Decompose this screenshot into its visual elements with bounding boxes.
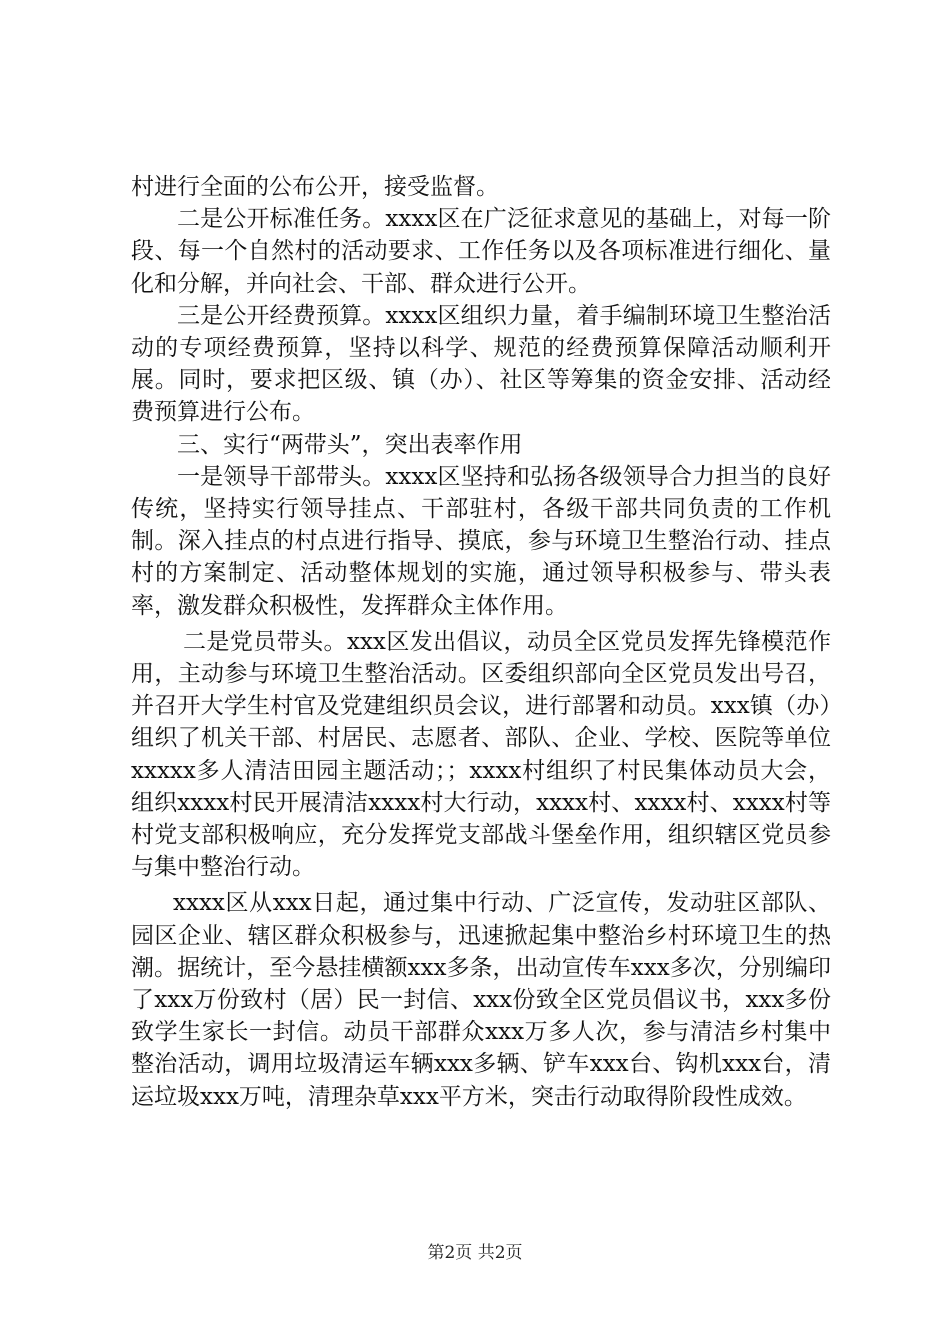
paragraph-campaign-results: xxxx区从xxx日起，通过集中行动、广泛宣传，发动驻区部队、园区企业、辖区群众积极参与，迅速掀起集中整治乡村环境卫生的热潮。据统计，至今悬挂横额xxx多条，出动宣传车xxx多次，分别编印了xxx万份致村（居）民一封信、xxx份致全区党员倡议书，xxx多份致学生家长一封信。动员干部群众xxx万多人次，参与清洁乡村集中整治活动，调用垃圾清运车辆xxx多辆、铲车xxx台、钩机xxx台，清运垃圾xxx万吨，清理杂草xxx平方米，突击行动取得阶段性成效。 — [131, 890, 831, 1110]
paragraph-standard-tasks: 二是公开标准任务。xxxx区在广泛征求意见的基础上，对每一阶段、每一个自然村的活动要求、工作任务以及各项标准进行细化、量化和分解，并向社会、干部、群众进行公开。 — [131, 206, 831, 297]
section-heading-two-leads: 三、实行“两带头”，突出表率作用 — [177, 431, 523, 458]
paragraph-leaders-lead: 一是领导干部带头。xxxx区坚持和弘扬各级领导合力担当的良好传统，坚持实行领导挂点、干部驻村，各级干部共同负责的工作机制。深入挂点的村点进行指导、摸底，参与环境卫生整治行动、挂点村的方案制定、活动整体规划的实施，通过领导积极参与、带头表率，激发群众积极性，发挥群众主体作用。 — [131, 463, 831, 619]
page-number-footer: 第2页 共2页 — [427, 1243, 523, 1263]
paragraph-budget: 三是公开经费预算。xxxx区组织力量，着手编制环境卫生整治活动的专项经费预算，坚持以科学、规范的经费预算保障活动顺利开展。同时，要求把区级、镇（办）、社区等筹集的资金安排、活动经费预算进行公布。 — [131, 302, 831, 426]
document-body — [131, 171, 831, 1113]
paragraph-continuation: 村进行全面的公布公开，接受监督。 — [131, 174, 499, 200]
paragraph-party-members-lead: 二是党员带头。xxx区发出倡议，动员全区党员发挥先锋模范作用，主动参与环境卫生整治活动。区委组织部向全区党员发出号召，并召开大学生村官及党建组织员会议，进行部署和动员。xxx镇（办）组织了机关干部、村居民、志愿者、部队、企业、学校、医院等单位xxxxx多人清洁田园主题活动；；xxxx村组织了村民集体动员大会，组织xxxx村民开展清洁xxxx村大行动，xxxx村、xxxx村、xxxx村等村党支部积极响应，充分发挥党支部战斗堡垒作用，组织辖区党员参与集中整治行动。 — [131, 628, 831, 881]
